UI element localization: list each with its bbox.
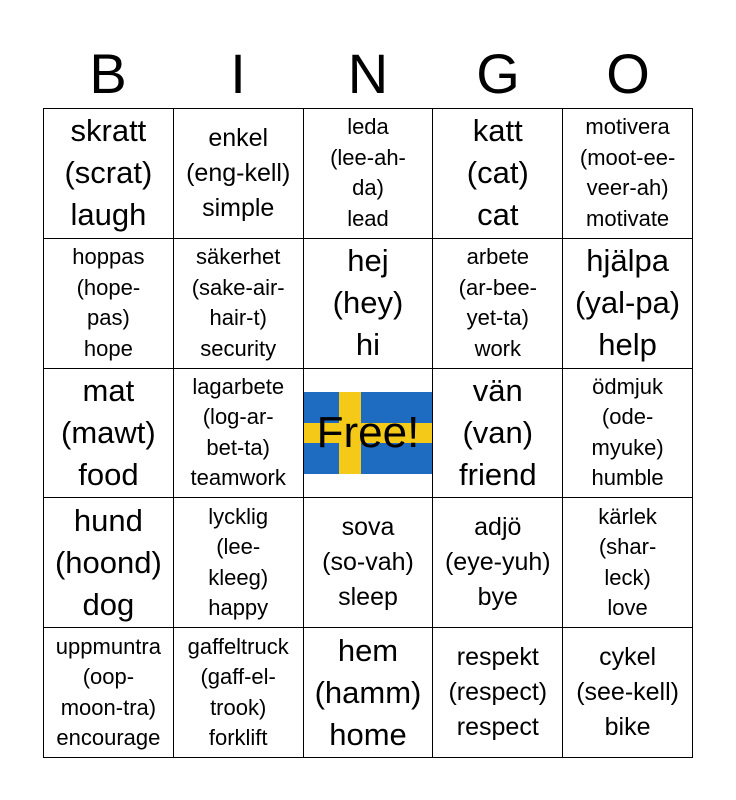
bingo-cell[interactable]	[304, 109, 434, 239]
pronunciation: pas)	[87, 305, 130, 331]
pronunciation: (lee-	[216, 534, 261, 560]
english-translation: happy	[208, 595, 269, 621]
english-translation: help	[598, 327, 657, 363]
english-translation: work	[474, 335, 522, 361]
swedish-word: hoppas	[72, 244, 145, 270]
pronunciation: (cat)	[466, 155, 529, 191]
english-translation: love	[607, 595, 648, 621]
bingo-cell[interactable]	[433, 239, 563, 369]
english-translation: teamwork	[190, 465, 286, 491]
header-letter-i: I	[230, 42, 246, 105]
swedish-word: leda	[347, 114, 389, 140]
pronunciation: hair-t)	[209, 305, 267, 331]
bingo-cell[interactable]	[174, 109, 304, 239]
header-letter-n: N	[347, 42, 389, 105]
bingo-cell[interactable]	[563, 498, 693, 628]
swedish-word: hem	[337, 632, 399, 668]
swedish-word: katt	[472, 113, 523, 149]
header-letter-b: B	[89, 42, 127, 105]
bingo-cell[interactable]	[44, 369, 174, 499]
swedish-word: hund	[73, 502, 143, 538]
pronunciation: (hamm)	[314, 674, 422, 710]
pronunciation: (gaff-el-	[200, 664, 276, 690]
bingo-cell[interactable]	[433, 369, 563, 499]
swedish-word: säkerhet	[196, 244, 281, 270]
swedish-word: cykel	[599, 643, 657, 672]
pronunciation: (eye-yuh)	[444, 548, 551, 577]
pronunciation: (ode-	[601, 404, 654, 430]
pronunciation: yet-ta)	[466, 305, 529, 331]
pronunciation: (moot-ee-	[579, 144, 676, 170]
header-letter-g: G	[476, 42, 520, 105]
pronunciation: (sake-air-	[191, 274, 285, 300]
pronunciation: (hope-	[76, 274, 141, 300]
pronunciation: veer-ah)	[586, 175, 669, 201]
bingo-cell[interactable]	[44, 239, 174, 369]
swedish-word: hjälpa	[586, 243, 669, 279]
english-translation: forklift	[208, 725, 268, 751]
bingo-cell[interactable]	[433, 109, 563, 239]
pronunciation: (ar-bee-	[458, 274, 537, 300]
pronunciation: (yal-pa)	[575, 285, 681, 321]
pronunciation: (hoond)	[54, 544, 162, 580]
bingo-cell[interactable]	[44, 498, 174, 628]
pronunciation: (van)	[462, 414, 534, 450]
pronunciation: (shar-	[598, 534, 657, 560]
swedish-word: respekt	[456, 643, 539, 672]
bingo-cell[interactable]	[174, 369, 304, 499]
swedish-word: gaffeltruck	[187, 633, 289, 659]
pronunciation: (eng-kell)	[186, 158, 291, 187]
swedish-word: arbete	[466, 244, 529, 270]
swedish-word: sova	[341, 513, 395, 542]
swedish-word: mat	[82, 372, 135, 408]
swedish-word: vän	[472, 372, 523, 408]
english-translation: friend	[459, 456, 537, 492]
pronunciation: trook)	[210, 694, 267, 720]
pronunciation: (oop-	[82, 664, 135, 690]
english-translation: respect	[456, 713, 539, 742]
pronunciation: leck)	[604, 564, 651, 590]
english-translation: food	[78, 456, 139, 492]
swedish-word: kärlek	[598, 503, 657, 529]
english-translation: dog	[82, 586, 135, 622]
bingo-cell[interactable]	[563, 239, 693, 369]
bingo-cell[interactable]	[44, 628, 174, 758]
bingo-cell[interactable]	[433, 498, 563, 628]
swedish-word: skratt	[70, 113, 147, 149]
pronunciation: myuke)	[591, 434, 664, 460]
english-translation: laugh	[70, 197, 147, 233]
bingo-cell[interactable]	[304, 239, 434, 369]
english-translation: hi	[355, 327, 381, 363]
bingo-header	[43, 40, 693, 108]
pronunciation: (lee-ah-	[330, 144, 406, 170]
pronunciation: (scrat)	[64, 155, 153, 191]
bingo-cell[interactable]	[174, 628, 304, 758]
swedish-word: enkel	[208, 123, 269, 152]
bingo-cell[interactable]	[304, 628, 434, 758]
swedish-word: uppmuntra	[55, 633, 161, 659]
english-translation: bike	[604, 713, 651, 742]
pronunciation: (log-ar-	[202, 404, 274, 430]
bingo-grid	[43, 108, 693, 758]
bingo-cell[interactable]	[563, 628, 693, 758]
swedish-word: lagarbete	[192, 373, 285, 399]
bingo-cell[interactable]	[563, 369, 693, 499]
free-space-label: Free!	[316, 407, 420, 457]
english-translation: humble	[591, 465, 664, 491]
english-translation: bye	[477, 583, 518, 612]
english-translation: security	[200, 335, 277, 361]
swedish-word: adjö	[474, 513, 522, 542]
bingo-cell[interactable]	[433, 628, 563, 758]
free-space-cell[interactable]	[304, 369, 434, 499]
header-letter-o: O	[606, 42, 650, 105]
english-translation: sleep	[338, 583, 398, 612]
bingo-cell[interactable]	[174, 498, 304, 628]
bingo-cell[interactable]	[174, 239, 304, 369]
bingo-cell[interactable]	[563, 109, 693, 239]
bingo-cell[interactable]	[44, 109, 174, 239]
pronunciation: (mawt)	[61, 414, 156, 450]
pronunciation: kleeg)	[208, 564, 269, 590]
swedish-word: lycklig	[208, 503, 269, 529]
swedish-word: motivera	[585, 114, 670, 140]
english-translation: hope	[83, 335, 133, 361]
english-translation: motivate	[586, 205, 670, 231]
english-translation: encourage	[56, 725, 161, 751]
swedish-flag-icon	[304, 392, 433, 474]
english-translation: lead	[347, 205, 389, 231]
english-translation: cat	[477, 197, 519, 233]
pronunciation: (see-kell)	[576, 678, 679, 707]
swedish-word: hej	[347, 243, 389, 279]
english-translation: home	[329, 716, 407, 752]
pronunciation: (so-vah)	[322, 548, 414, 577]
english-translation: simple	[202, 193, 275, 222]
pronunciation: da)	[352, 175, 384, 201]
pronunciation: moon-tra)	[60, 694, 157, 720]
bingo-cell[interactable]	[304, 498, 434, 628]
pronunciation: (hey)	[332, 285, 404, 321]
pronunciation: bet-ta)	[206, 434, 270, 460]
pronunciation: (respect)	[448, 678, 548, 707]
swedish-word: ödmjuk	[592, 373, 664, 399]
